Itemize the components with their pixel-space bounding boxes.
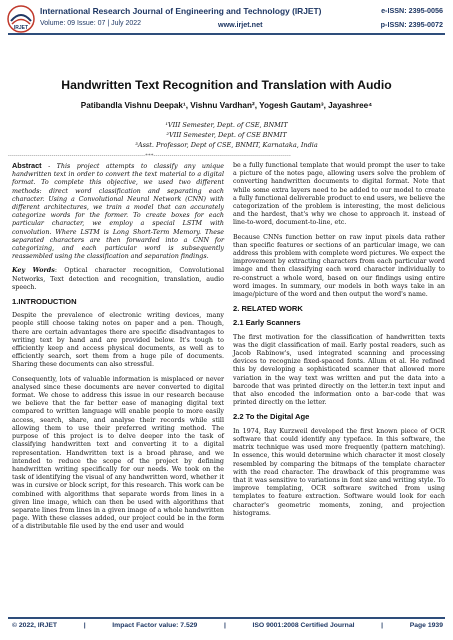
early-scanners-heading: 2.1 Early Scanners [233, 318, 301, 328]
intro-paragraph-3: be a fully functional template that would prompt the user to take a picture of the notes page, allowing users solve the problem of converting handwritten documents to digital format. Note that while some extra layers need to be added to our model to create a fully functional deliverable product to end users, we believe the categorization of the problem is interesting, the most delicious and the hardest, that's why we chose to approach it. instead of line-to-word, document-to-line, etc. [233, 162, 445, 227]
right-column [233, 162, 445, 524]
early-scanners-paragraph: The first motivation for the classification of handwritten texts was the digit classification of mail. Early postal readers, such as Jacob Rabinow's, used integrated scanning and processing devices to recognize fixed-spaced fonts. Allum et al. He refined this by developing a sophisticated scanner that allowed more variation in the way text was written and put the data into a barcode that was printed directly on the letter.in text input and that also encoded the information onto a bar-code that was printed directly on the letter. [233, 333, 445, 407]
keywords-label: Key Words [12, 267, 55, 275]
footer-impact-factor: Impact Factor value: 7.529 [112, 622, 198, 629]
footer-separator: | [83, 622, 86, 629]
related-work-heading: 2. RELATED WORK [233, 304, 303, 314]
affiliation-3: ³Asst. Professor, Dept of CSE, BNMIT, Karnataka, India [135, 141, 318, 149]
page-footer [12, 622, 443, 629]
journal-title: International Research Journal of Engineering and Technology (IRJET) [40, 6, 322, 16]
intro-heading: 1.INTRODUCTION [12, 297, 77, 307]
footer-page-number: Page 1939 [409, 622, 443, 629]
e-issn: e-ISSN: 2395-0056 [381, 6, 443, 15]
paper-title: Handwritten Text Recognition and Translation with Audio [61, 78, 392, 92]
affiliation-2: ²VIII Semester, Dept. of CSE BNMIT [166, 131, 287, 139]
footer-rule [8, 617, 445, 619]
footer-separator: | [223, 622, 226, 629]
footer-iso: ISO 9001:2008 Certified Journal [252, 622, 355, 629]
keywords-text: : Optical character recognition, Convolutional Networks, Text detection and recognition, translation, audio speech. [12, 267, 224, 291]
digital-age-heading: 2.2 To the Digital Age [233, 412, 310, 422]
abstract-label: Abstract [12, 161, 42, 170]
p-issn: p-ISSN: 2395-0072 [380, 20, 443, 29]
left-column [12, 162, 224, 538]
irjet-logo [7, 5, 35, 33]
volume-issue: Volume: 09 Issue: 07 | July 2022 [40, 20, 142, 27]
intro-paragraph-1: Despite the prevalence of electronic writing devices, many people still choose taking notes on paper and a pen. Though, there are certain advantages there are specific disadvantages to writing text by hand and are provided below. It's tough to efficiently keep and access physical documents, as well as to efficiently search, sort them from a huge pile of documents. Sharing these documents can also stressful. [12, 312, 224, 369]
keywords [12, 267, 224, 292]
abstract-text: - This project attempts to classify any unique handwritten text in order to convert the text material to a digital format. To complete this objective, we used two different methods: direct word classification and separating each character. Using a Convolutional Neural Network (CNN) with different architectures, we train a model that can accurately categorize words for the former. To create boxes for each particular character, we employ a special LSTM with convolution. Where LSTM is Long Short-Term Memory. These separated characters are then forwarded into a CNN for categorizing, and each particular word is subsequently reassembled using the classification and separation findings. [12, 163, 224, 261]
intro-paragraph-4: Because CNNs function better on raw input pixels data rather than specific features or sections of an particular image, we can address this problem with complete word pictures. We expect the improvement by extracting characters from each particular word image and then classifying each word character individually to re-construct a whole word, based on our findings using entire word images. In summary, our models in both ways take in an image/picture of the word and then output the word's name. [233, 233, 445, 299]
header-rule [8, 33, 445, 35]
abstract [12, 162, 224, 261]
affiliation-1: ¹VIII Semester, Dept. of CSE, BNMIT [165, 121, 288, 129]
footer-separator: | [381, 622, 384, 629]
section-separator: ---------------------------------------------------------------------***--------------------------------------------------------------------- [8, 153, 291, 159]
digital-age-paragraph: In 1974, Ray Kurzweil developed the first known piece of OCR software that could identify any typeface. In this software, the matrix technique was used more frequently (pattern matching). In essence, this would determine which character it most closely resembled by comparing the bitmaps of the template character with the read character. The drawback of this programme was that it was sensitive to variations in font size and writing style. To improve templating, OCR software switched from using templates to feature extraction. Software would look for each character's geometric moments, zoning, and projection histograms. [233, 427, 446, 517]
paper-authors: Patibandla Vishnu Deepak¹, Vishnu Vardhan², Yogesh Gautam³, Jayashree⁴ [80, 101, 373, 110]
journal-website[interactable]: www.irjet.net [218, 20, 263, 29]
svg-text:IRJET: IRJET [13, 25, 29, 31]
intro-paragraph-2: Consequently, lots of valuable information is misplaced or never analysed since these documents are never converted to digital format. We chose to address this issue in our research because we believe that the far better ease of managing digital text compared to written language will enable people to more easily access, search, share, and analyse their records while still allowing them to use their preferred writing method. The purpose of this project is to delve deeper into the task of classifying handwritten text and converting it to a digital representation. Handwritten text is a broad phrase, and we intended to reduce the scope of the project by defining handwritten writing specifically for our needs. We took on the task of identifying the visual of any handwritten word, whether it was in cursive or block script, for this research. This work can be combined with algorithms that separate words from lines in a given line image, which can then be used with algorithms that separate lines from lines in a given image of a whole handwritten page. With these classes added, our project could be in the form of a distributable file used by the end user and would [12, 375, 224, 531]
footer-copyright: © 2022, IRJET [12, 622, 58, 629]
